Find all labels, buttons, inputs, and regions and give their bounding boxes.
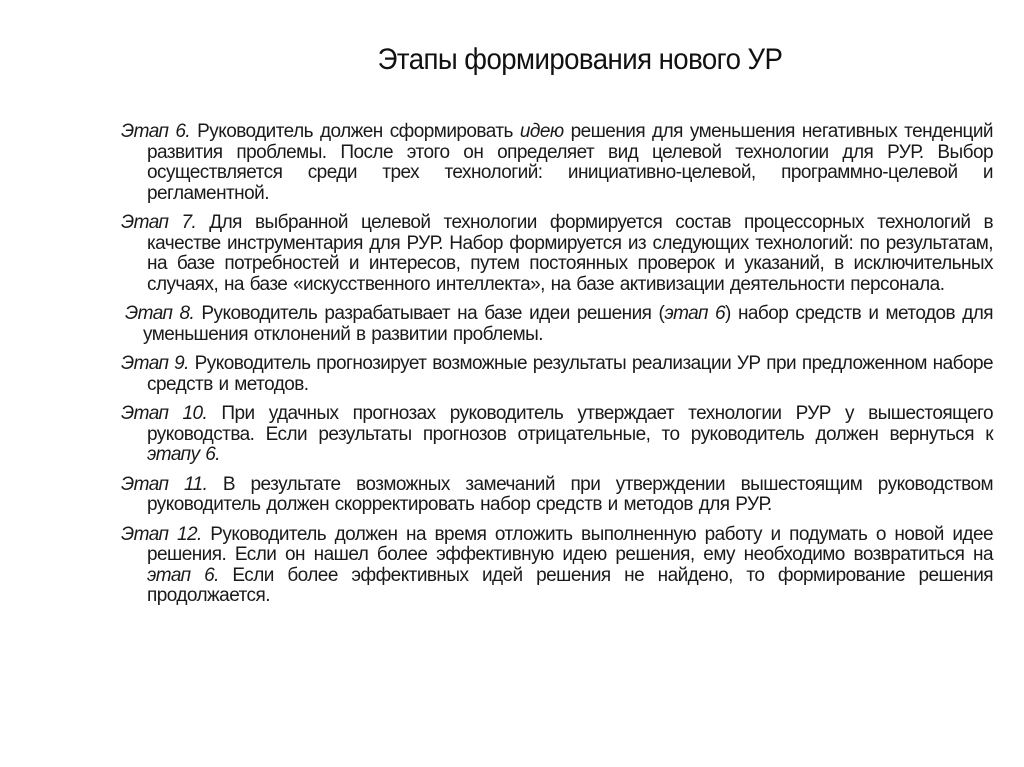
stage-emphasis: этап 6 bbox=[664, 303, 726, 324]
stage-label: Этап 12. bbox=[121, 523, 202, 545]
slide-body bbox=[121, 122, 993, 616]
stage-text: Руководитель должен сформировать bbox=[190, 121, 520, 142]
stage-label: Этап 9. bbox=[121, 353, 189, 374]
stage-label: Этап 10. bbox=[121, 403, 208, 424]
stage-text: Если более эффективных идей решения не найдено, то формирование решения продолжается. bbox=[147, 564, 993, 606]
stage-12-paragraph bbox=[121, 525, 993, 607]
stage-text: Для выбранной целевой технологии формируется состав процессорных технологий в качестве инструментария для РУР. Набор формируется из следующих технологий: по результатам, на базе потребностей и интересов, путем постоянных проверок и указаний, в исключительных случаях, на базе «искусственного интеллекта», на базе активизации деятельности персонала. bbox=[147, 212, 993, 295]
stage-text: Руководитель прогнозирует возможные результаты реализации УР при предложенном наборе средств и методов. bbox=[147, 353, 994, 395]
stage-text: ) набор средств и методов для уменьшения отклонений в развитии проблемы. bbox=[143, 303, 994, 345]
stage-label: Этап 7. bbox=[121, 212, 197, 233]
stage-text: В результате возможных замечаний при утверждении вышестоящим руководством руководитель должен скорректировать набор средств и методов для РУР. bbox=[147, 473, 993, 515]
stage-9-paragraph bbox=[121, 354, 993, 395]
stage-7-paragraph bbox=[121, 213, 993, 295]
stage-label: Этап 8. bbox=[125, 303, 195, 324]
stage-emphasis: этап 6. bbox=[147, 564, 219, 586]
slide-title: Этапы формирования нового УР bbox=[377, 43, 783, 76]
stage-10-paragraph bbox=[121, 404, 993, 466]
stage-11-paragraph bbox=[121, 475, 993, 516]
stage-text: Руководитель должен на время отложить выполненную работу и подумать о новой идее решения. Если он нашел более эффективную идею решения, ему необходимо возвратиться на bbox=[147, 523, 993, 565]
stage-8-paragraph bbox=[121, 304, 993, 345]
stage-text: Руководитель разрабатывает на базе идеи решения ( bbox=[194, 303, 665, 324]
stage-text: При удачных прогнозах руководитель утверждает технологии РУР у вышестоящего руководства. Если результаты прогнозов отрицательные, то руководитель должен вернуться к bbox=[147, 403, 993, 445]
stage-text: решения для уменьшения негативных тенденций развития проблемы. После этого он определяет вид целевой технологии для РУР. Выбор осуществляется среди трех технологий: инициативно-целевой, программно-целевой и регламентной. bbox=[147, 121, 993, 204]
stage-6-paragraph bbox=[121, 122, 993, 204]
stage-emphasis: идею bbox=[519, 121, 564, 142]
stage-label: Этап 6. bbox=[121, 121, 191, 142]
stage-emphasis: этапу 6. bbox=[147, 444, 220, 465]
stage-label: Этап 11. bbox=[121, 473, 208, 495]
